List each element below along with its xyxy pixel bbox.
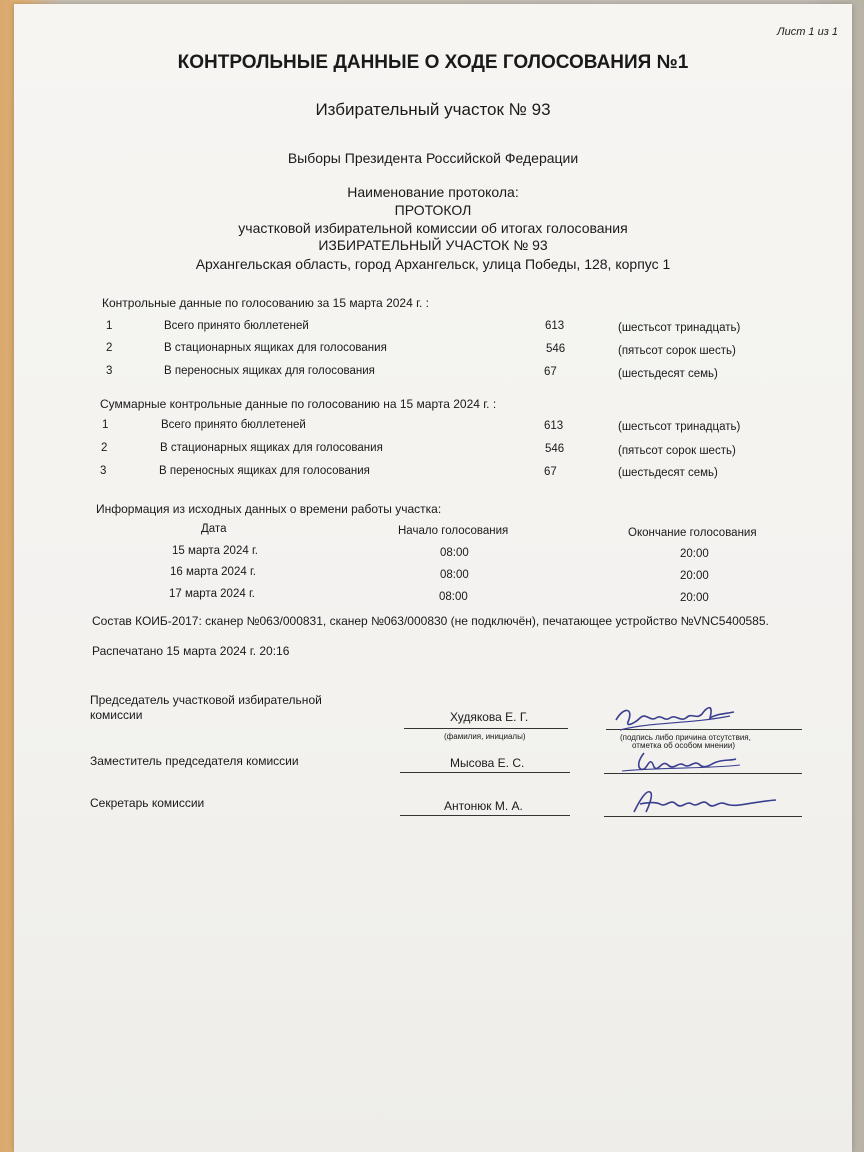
name-underline bbox=[400, 815, 570, 816]
schedule-heading: Информация из исходных данных о времени работы участка: bbox=[96, 502, 442, 516]
row-words: (пятьсот сорок шесть) bbox=[618, 345, 736, 357]
protocol-line-3: ИЗБИРАТЕЛЬНЫЙ УЧАСТОК № 93 bbox=[318, 237, 548, 253]
row-value: 67 bbox=[544, 466, 557, 478]
schedule-end: 20:00 bbox=[680, 570, 709, 582]
row-words: (пятьсот сорок шесть) bbox=[618, 445, 736, 457]
deputy-name: Мысова Е. С. bbox=[450, 756, 525, 770]
row-value: 67 bbox=[544, 366, 557, 378]
chair-label-line-2: комиссии bbox=[90, 708, 143, 722]
row-words: (шестьсот тринадцать) bbox=[618, 322, 741, 334]
row-value: 546 bbox=[546, 343, 566, 355]
chair-signature-image bbox=[610, 700, 740, 734]
deputy-label: Заместитель председателя комиссии bbox=[90, 754, 299, 768]
name-caption: (фамилия, инициалы) bbox=[444, 732, 526, 741]
summary-data-heading: Суммарные контрольные данные по голосованию на 15 марта 2024 г. : bbox=[100, 397, 497, 411]
document-title: КОНТРОЛЬНЫЕ ДАННЫЕ О ХОДЕ ГОЛОСОВАНИЯ №1 bbox=[177, 52, 689, 73]
schedule-start: 08:00 bbox=[440, 569, 469, 581]
row-number: 1 bbox=[102, 419, 109, 431]
equipment-info: Состав КОИБ-2017: сканер №063/000831, сканер №063/000830 (не подключён), печатающее устройство №VNC5400585. bbox=[92, 614, 769, 628]
page-number: Лист 1 из 1 bbox=[777, 26, 838, 38]
name-underline bbox=[404, 728, 568, 729]
row-number: 1 bbox=[106, 320, 113, 332]
schedule-start: 08:00 bbox=[439, 591, 468, 603]
column-header-date: Дата bbox=[201, 523, 227, 535]
row-label: В стационарных ящиках для голосования bbox=[164, 342, 387, 354]
schedule-start: 08:00 bbox=[440, 547, 469, 559]
secretary-name: Антонюк М. А. bbox=[444, 799, 523, 813]
signature-underline bbox=[604, 816, 802, 817]
deputy-signature-image bbox=[614, 747, 744, 775]
precinct-title: Избирательный участок № 93 bbox=[315, 100, 551, 119]
row-label: Всего принято бюллетеней bbox=[161, 419, 306, 431]
row-words: (шестьдесят семь) bbox=[618, 467, 718, 479]
schedule-date: 15 марта 2024 г. bbox=[172, 545, 258, 557]
name-underline bbox=[400, 772, 570, 773]
secretary-label: Секретарь комиссии bbox=[90, 796, 205, 810]
schedule-end: 20:00 bbox=[680, 592, 709, 604]
row-number: 2 bbox=[106, 342, 113, 354]
control-data-heading: Контрольные данные по голосованию за 15 марта 2024 г. : bbox=[102, 296, 430, 310]
election-name: Выборы Президента Российской Федерации bbox=[287, 150, 579, 166]
chair-name: Худякова Е. Г. bbox=[450, 710, 529, 724]
protocol-address: Архангельская область, город Архангельск, улица Победы, 128, корпус 1 bbox=[195, 256, 671, 272]
row-value: 546 bbox=[545, 443, 565, 455]
signature-caption-line-1: (подпись либо причина отсутствия, bbox=[620, 733, 751, 742]
row-number: 3 bbox=[100, 465, 107, 477]
schedule-date: 16 марта 2024 г. bbox=[170, 566, 256, 578]
protocol-line-1: ПРОТОКОЛ bbox=[394, 202, 472, 218]
column-header-end: Окончание голосования bbox=[628, 527, 757, 539]
signature-caption-line-2: отметка об особом мнении) bbox=[632, 741, 736, 750]
print-timestamp: Распечатано 15 марта 2024 г. 20:16 bbox=[92, 644, 290, 658]
row-words: (шестьсот тринадцать) bbox=[618, 421, 741, 433]
row-value: 613 bbox=[544, 420, 564, 432]
protocol-name-label: Наименование протокола: bbox=[347, 184, 519, 200]
protocol-line-2: участковой избирательной комиссии об итогах голосования bbox=[238, 220, 628, 236]
row-words: (шестьдесят семь) bbox=[618, 368, 718, 380]
column-header-start: Начало голосования bbox=[398, 525, 509, 537]
paper-sheet bbox=[14, 4, 852, 1152]
row-value: 613 bbox=[545, 320, 565, 332]
secretary-signature-image bbox=[626, 786, 786, 816]
chair-label-line-1: Председатель участковой избирательной bbox=[90, 693, 322, 707]
row-number: 2 bbox=[101, 442, 108, 454]
row-label: В переносных ящиках для голосования bbox=[164, 365, 375, 377]
row-number: 3 bbox=[106, 365, 113, 377]
schedule-end: 20:00 bbox=[680, 548, 709, 560]
row-label: В стационарных ящиках для голосования bbox=[160, 442, 383, 454]
schedule-date: 17 марта 2024 г. bbox=[169, 588, 255, 600]
row-label: Всего принято бюллетеней bbox=[164, 320, 309, 332]
row-label: В переносных ящиках для голосования bbox=[159, 465, 370, 477]
